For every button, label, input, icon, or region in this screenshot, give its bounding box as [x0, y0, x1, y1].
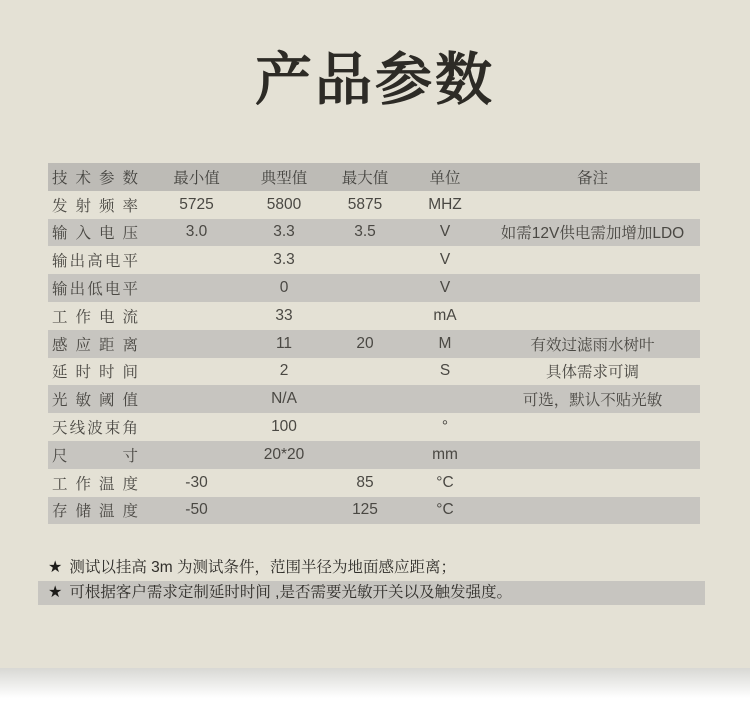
- footnote-test-condition: [48, 557, 456, 579]
- cell-min: -30: [185, 473, 208, 491]
- column-header-unit: 单位: [429, 169, 461, 187]
- row-label: 输出高电平: [52, 253, 138, 271]
- cell-typical: 11: [275, 334, 293, 352]
- cell-unit: V: [439, 279, 451, 297]
- cell-typical: 3.3: [273, 251, 295, 269]
- cell-unit: S: [439, 362, 451, 380]
- cell-min: 5725: [179, 195, 214, 213]
- row-label: 存储温度: [52, 503, 138, 521]
- row-label: 发射频率: [52, 197, 138, 215]
- row-label: 光敏阈值: [52, 392, 138, 410]
- cell-remark: 可选，默认不贴光敏: [522, 392, 663, 410]
- cell-unit: V: [439, 251, 451, 269]
- table-row: [48, 469, 700, 497]
- table-row: [48, 302, 700, 330]
- card-bottom-shadow: [0, 668, 750, 698]
- cell-max: 85: [356, 473, 374, 491]
- cell-unit: mm: [432, 445, 458, 463]
- table-header-row: [48, 163, 700, 191]
- footnote-text: 测试以挂高 3m 为测试条件，范围半径为地面感应距离；: [69, 559, 456, 576]
- cell-typical: 20*20: [263, 445, 305, 463]
- cell-typical: 2: [279, 362, 289, 380]
- table-row: [48, 358, 700, 386]
- cell-unit: °C: [436, 501, 454, 519]
- footnote-customization: [38, 581, 705, 605]
- cell-typical: 33: [275, 306, 293, 324]
- column-header-min: 最小值: [173, 169, 220, 187]
- row-label: 天线波束角: [52, 420, 138, 438]
- cell-max: 5875: [347, 195, 383, 213]
- cell-remark: 有效过滤雨水树叶: [530, 336, 655, 354]
- cell-remark: 具体需求可调: [545, 364, 639, 382]
- row-label: 工作电流: [52, 308, 138, 326]
- cell-unit: mA: [433, 306, 457, 324]
- table-row: [48, 385, 700, 413]
- column-header-max: 最大值: [341, 169, 389, 187]
- row-label: 输入电压: [52, 225, 138, 243]
- spec-table: [48, 163, 700, 524]
- star-icon: ★: [48, 559, 63, 576]
- column-header-remark: 备注: [576, 169, 608, 187]
- cell-typical: 100: [271, 418, 297, 436]
- cell-min: 3.0: [185, 223, 208, 241]
- cell-unit: °: [441, 418, 449, 436]
- cell-typical: 5800: [266, 195, 302, 213]
- row-label: 输出低电平: [52, 281, 138, 299]
- row-label: 工作温度: [52, 475, 138, 493]
- cell-unit: V: [439, 223, 451, 241]
- row-label: 延时时间: [52, 364, 138, 382]
- column-header-parameter: 技术参数: [52, 169, 138, 187]
- cell-remark: 如需12V供电需加增加LDO: [500, 225, 685, 243]
- cell-typical: 0: [279, 279, 289, 297]
- table-row: [48, 330, 700, 358]
- table-row: [48, 413, 700, 441]
- cell-unit: MHZ: [428, 195, 462, 213]
- cell-max: 20: [356, 334, 374, 352]
- footnote-text: 可根据客户需求定制延时时间 ,是否需要光敏开关以及触发强度。: [69, 584, 512, 601]
- table-row: [48, 274, 700, 302]
- table-row: [48, 441, 700, 469]
- page-title: 产品参数: [255, 48, 495, 112]
- column-header-typical: 典型值: [260, 169, 308, 187]
- row-label: 尺寸: [52, 447, 138, 465]
- cell-typical: 3.3: [273, 223, 295, 241]
- cell-unit: M: [438, 334, 452, 352]
- table-row: [48, 219, 700, 247]
- row-label: 感应距离: [52, 336, 138, 354]
- star-icon: ★: [48, 584, 63, 601]
- cell-max: 3.5: [354, 223, 376, 241]
- cell-min: -50: [185, 501, 208, 519]
- table-row: [48, 246, 700, 274]
- table-row: [48, 497, 700, 525]
- cell-unit: °C: [436, 473, 454, 491]
- cell-max: 125: [352, 501, 378, 519]
- table-row: [48, 191, 700, 219]
- cell-typical: N/A: [271, 390, 297, 408]
